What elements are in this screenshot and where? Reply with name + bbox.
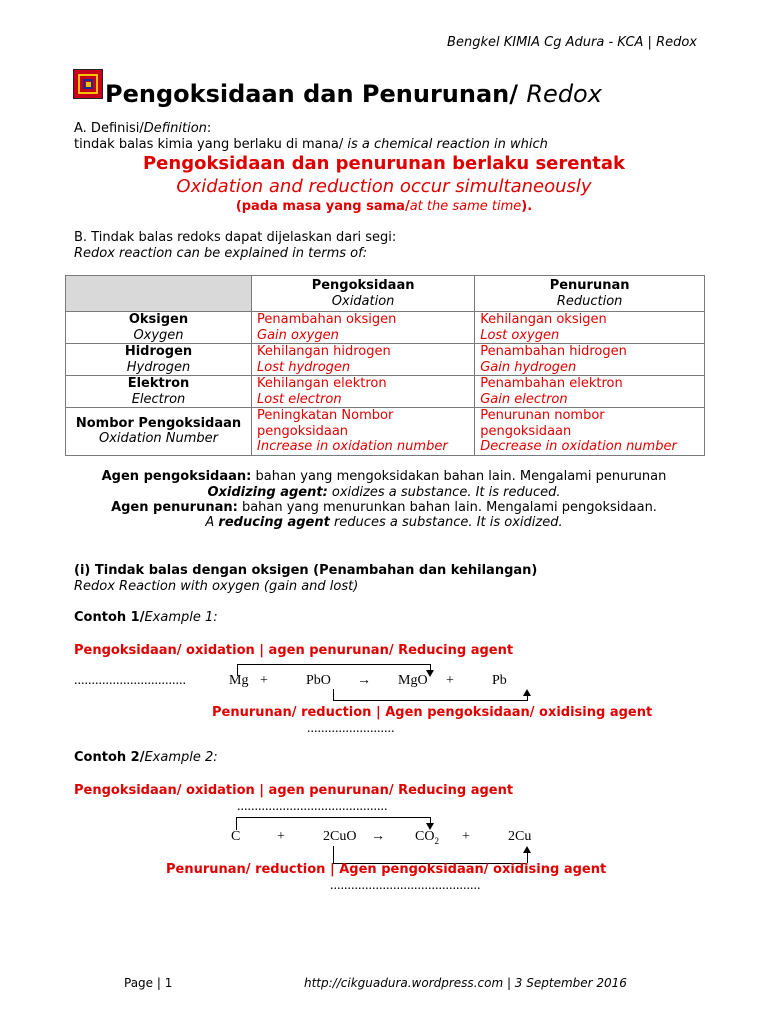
- row-label: Nombor Pengoksidaan Oxidation Number: [66, 408, 252, 456]
- eq1-pb: Pb: [492, 673, 507, 688]
- eq1-mgo: MgO: [398, 673, 428, 688]
- eq1-mg: Mg: [229, 673, 249, 688]
- definition-note: (pada masa yang sama/at the same time).: [235, 199, 533, 214]
- example1-bottom-blank: .........................: [307, 721, 395, 736]
- table-header-reduction: Penurunan Reduction: [475, 276, 705, 312]
- eq2-c: C: [231, 829, 241, 844]
- reduction-cell: Penurunan nombor pengoksidaan Decrease in oxidation number: [475, 408, 705, 456]
- section-i-title: (i) Tindak balas dengan oksigen (Penambahan dan kehilangan): [74, 563, 538, 578]
- example1-blank: ................................: [74, 673, 186, 688]
- example1-label: Contoh 1/Example 1:: [74, 610, 218, 625]
- ex1-oxidation-arrow-top: [237, 664, 430, 665]
- definition-highlight-ms: Pengoksidaan dan penurunan berlaku serentak: [142, 153, 626, 174]
- ex2-reduction-arrowhead: [523, 846, 531, 853]
- table-row: [66, 344, 705, 376]
- reduction-cell: Kehilangan oksigen Lost oxygen: [475, 312, 705, 344]
- example2-label: Contoh 2/Example 2:: [74, 750, 218, 765]
- row-label: Hidrogen Hydrogen: [66, 344, 252, 376]
- eq2-co2: $CO_2$: [415, 829, 439, 846]
- table-header-oxidation: Pengoksidaan Oxidation: [252, 276, 475, 312]
- eq2-2cu: 2Cu: [508, 829, 532, 844]
- example1-top-label: Pengoksidaan/ oxidation | agen penurunan/ Reducing agent: [74, 643, 514, 658]
- redox-table: [65, 275, 705, 456]
- ex1-reduction-arrow-bottom: [333, 700, 527, 701]
- eq2-arrow: →: [371, 829, 385, 844]
- oxidation-cell: Kehilangan elektron Lost electron: [252, 376, 475, 408]
- table-header-blank: [66, 276, 252, 312]
- eq2-plus-2: +: [462, 829, 470, 844]
- table-row: [66, 376, 705, 408]
- reduction-cell: Penambahan elektron Gain electron: [475, 376, 705, 408]
- eq2-2cuo: 2CuO: [323, 829, 357, 844]
- logo-icon: [73, 69, 103, 99]
- example2-top-label: Pengoksidaan/ oxidation | agen penurunan/ Reducing agent: [74, 783, 514, 798]
- eq1-plus-2: +: [446, 673, 454, 688]
- oxidizing-agent-ms: Agen pengoksidaan: bahan yang mengoksidakan bahan lain. Mengalami penurunan: [101, 469, 667, 484]
- oxidation-cell: Peningkatan Nombor pengoksidaan Increase in oxidation number: [252, 408, 475, 456]
- header-text: Bengkel KIMIA Cg Adura - KCA | Redox: [447, 35, 697, 50]
- oxidizing-agent-en: Oxidizing agent: oxidizes a substance. It is reduced.: [207, 485, 561, 500]
- example2-bottom-label: Penurunan/ reduction | Agen pengoksidaan/ oxidising agent: [166, 862, 607, 877]
- title-main: Pengoksidaan dan Penurunan/: [105, 80, 519, 108]
- reduction-cell: Penambahan hidrogen Gain hydrogen: [475, 344, 705, 376]
- example2-top-blank: ...........................................: [237, 799, 388, 814]
- eq1-plus: +: [260, 673, 268, 688]
- reducing-agent-ms: Agen penurunan: bahan yang menurunkan bahan lain. Mengalami pengoksidaan.: [111, 500, 657, 515]
- row-label: Oksigen Oxygen: [66, 312, 252, 344]
- row-label: Elektron Electron: [66, 376, 252, 408]
- title-sub: Redox: [526, 80, 602, 108]
- section-a-line: tindak balas kimia yang berlaku di mana/ is a chemical reaction in which: [74, 137, 548, 152]
- ex2-reduction-arrow-left: [333, 846, 334, 863]
- table-row: [66, 408, 705, 456]
- section-a-label: A. Definisi/Definition:: [74, 121, 212, 136]
- example1-bottom-label: Penurunan/ reduction | Agen pengoksidaan/ oxidising agent: [212, 705, 653, 720]
- eq1-pbo: PbO: [306, 673, 331, 688]
- table-row: [66, 312, 705, 344]
- definition-highlight-en: Oxidation and reduction occur simultaneously: [176, 176, 592, 197]
- eq1-arrow: →: [357, 673, 371, 688]
- oxidation-cell: Kehilangan hidrogen Lost hydrogen: [252, 344, 475, 376]
- page-title: [105, 80, 602, 108]
- table-header-row: [66, 276, 705, 312]
- footer-page: Page | 1: [124, 976, 173, 990]
- ex1-reduction-arrow-left: [333, 689, 334, 700]
- footer-url: http://cikguadura.wordpress.com | 3 September 2016: [304, 976, 627, 990]
- reducing-agent-en: A reducing agent reduces a substance. It is oxidized.: [205, 515, 563, 530]
- section-i-subtitle: Redox Reaction with oxygen (gain and lost): [74, 579, 359, 594]
- section-b-line-en: Redox reaction can be explained in terms of:: [74, 246, 368, 261]
- ex1-reduction-arrowhead: [523, 689, 531, 696]
- section-b-line-ms: B. Tindak balas redoks dapat dijelaskan dari segi:: [74, 230, 397, 245]
- ex2-oxidation-arrow-top: [236, 817, 430, 818]
- eq2-plus: +: [277, 829, 285, 844]
- oxidation-cell: Penambahan oksigen Gain oxygen: [252, 312, 475, 344]
- example2-bottom-blank: ...........................................: [330, 878, 481, 893]
